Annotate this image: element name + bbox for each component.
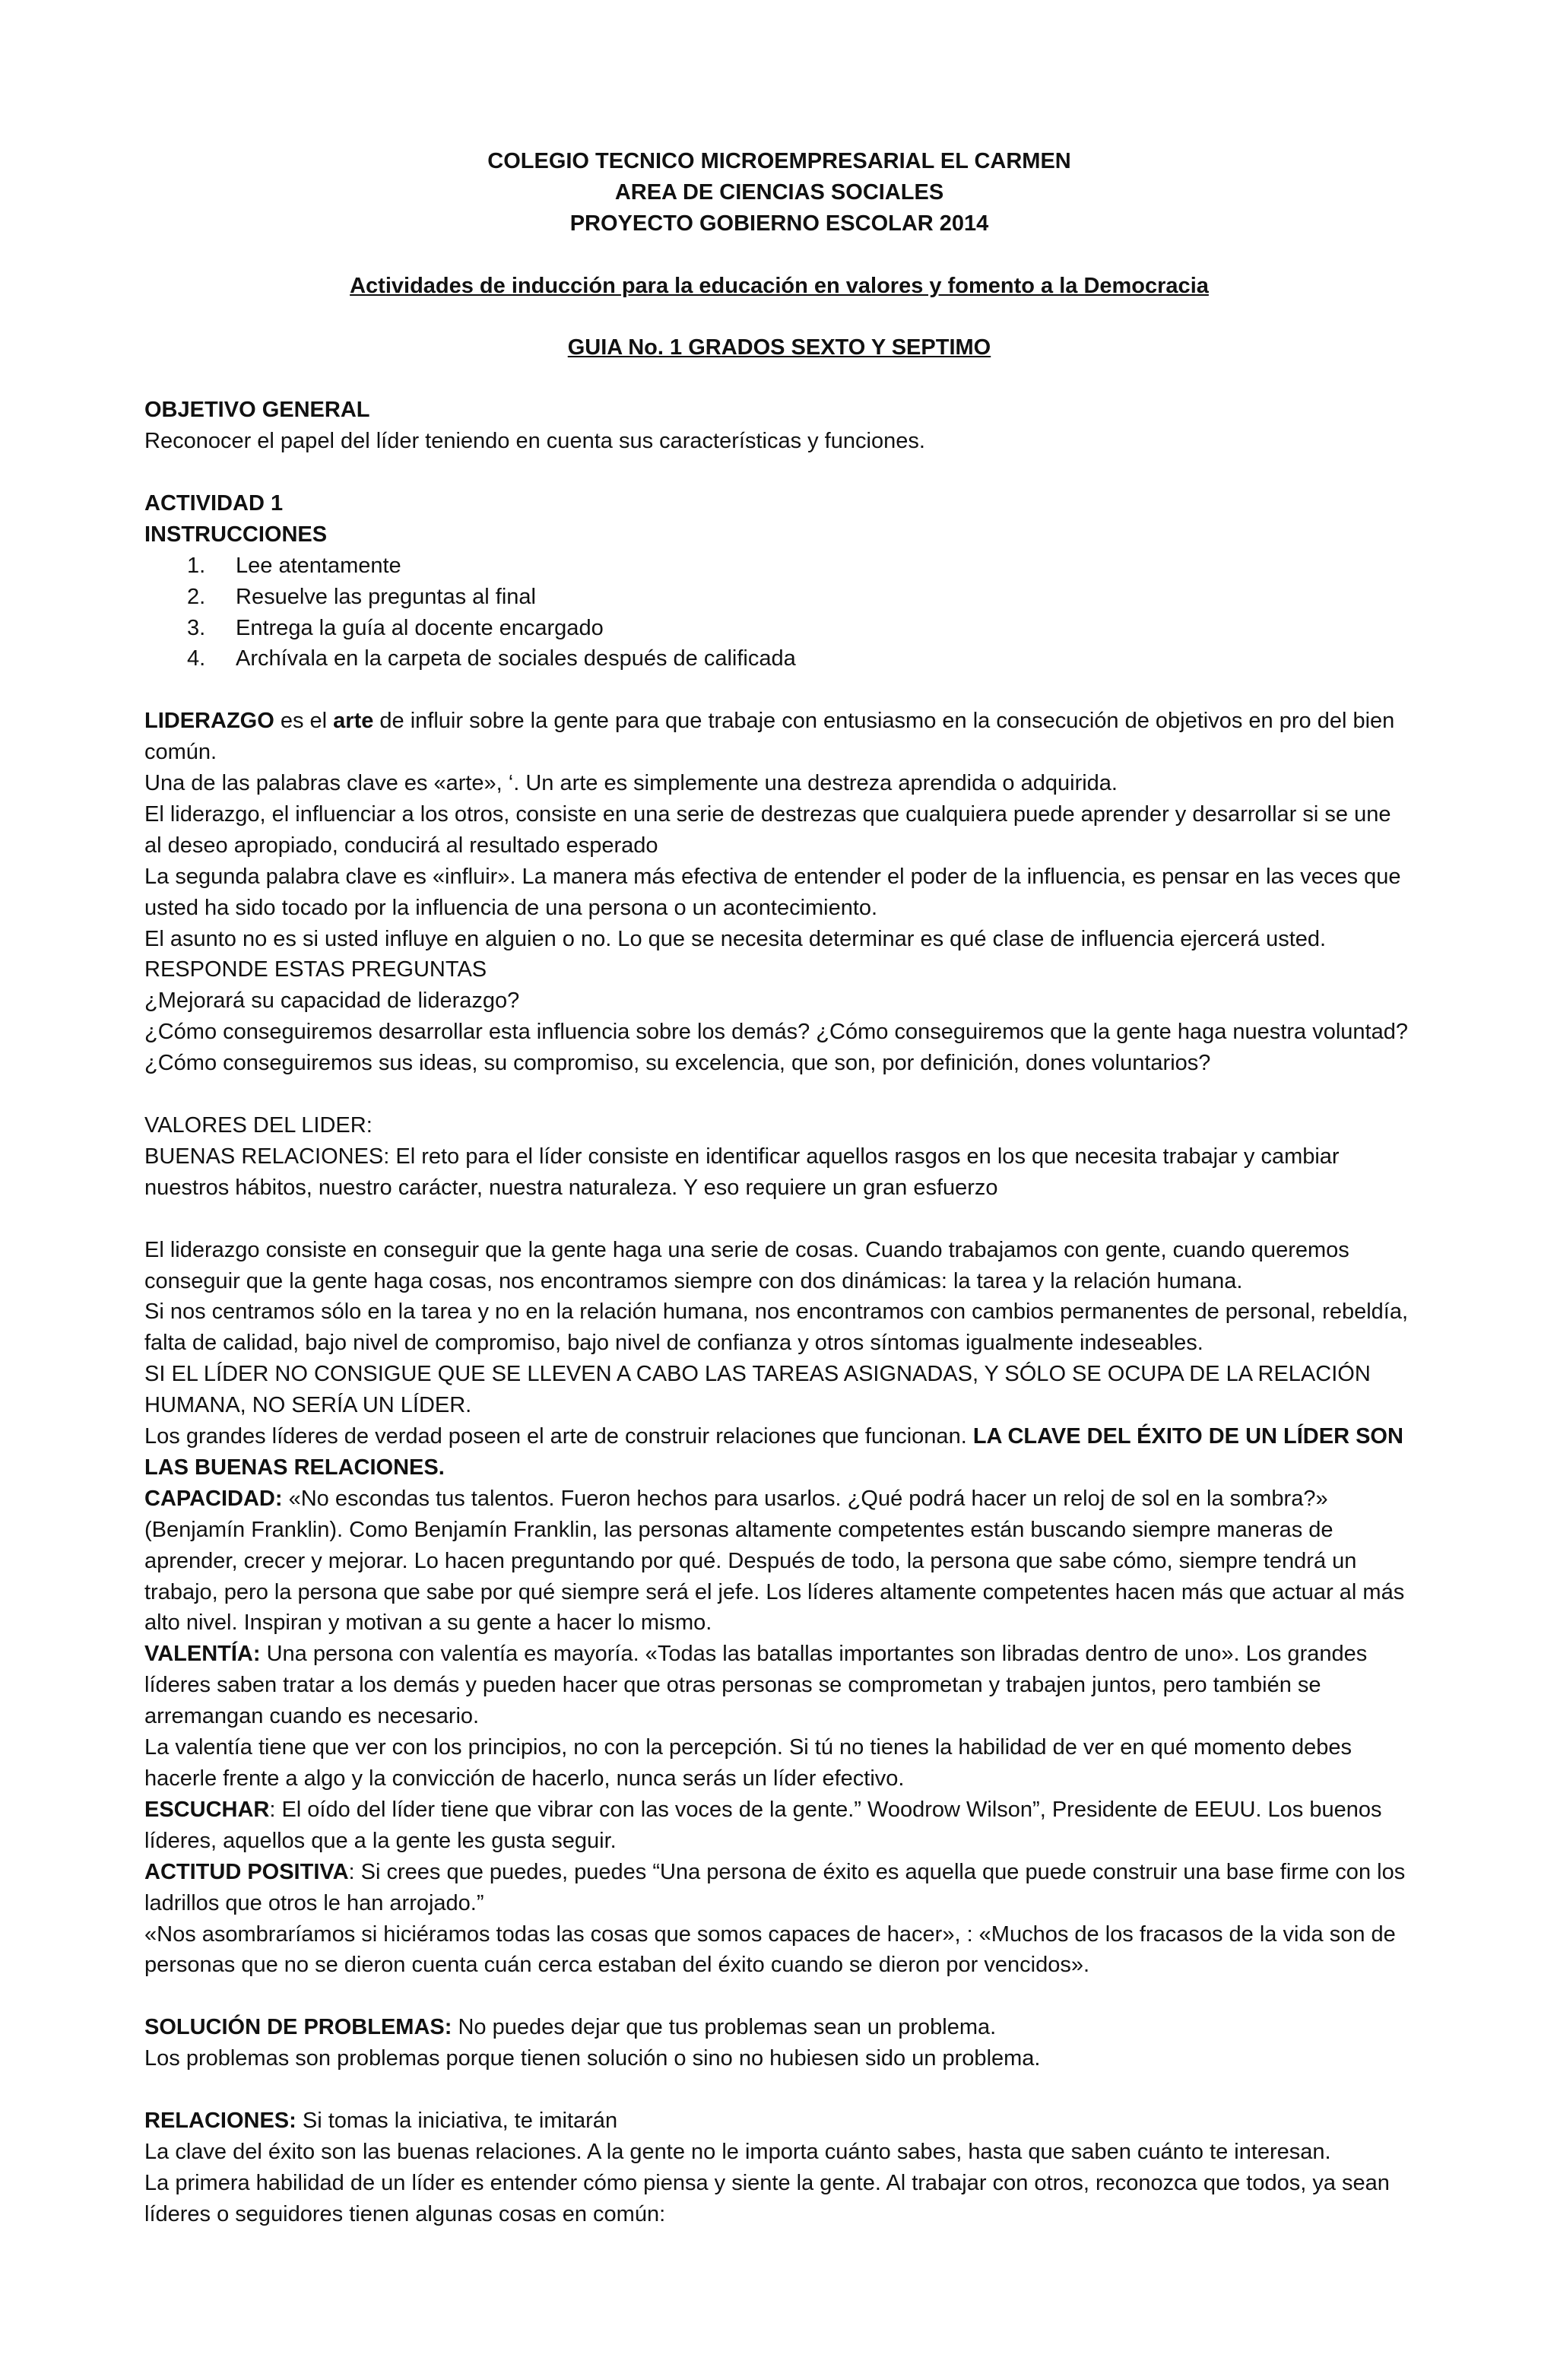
list-item bbox=[144, 582, 1414, 613]
area-name: AREA DE CIENCIAS SOCIALES bbox=[614, 179, 944, 205]
question: ¿Cómo conseguiremos desarrollar esta influencia sobre los demás? ¿Cómo conseguiremos que la gente haga nuestra voluntad? ¿Cómo conseguiremos sus ideas, su compromiso, su excelencia, que son, por definición, dones voluntarios? bbox=[144, 1020, 1408, 1076]
paragraph: La valentía tiene que ver con los principios, no con la percepción. Si tú no tienes la habilidad de ver en qué momento debes hacerle frente a algo y la convicción de hacerlo, nunca serás un líder efectivo. bbox=[144, 1735, 1352, 1791]
text-run: Los grandes líderes de verdad poseen el arte de construir relaciones que funcionan. bbox=[144, 1424, 973, 1449]
paragraph-relaciones bbox=[144, 2106, 1414, 2137]
question: ¿Mejorará su capacidad de liderazgo? bbox=[144, 988, 520, 1014]
list-item-text: Lee atentamente bbox=[236, 553, 401, 578]
paragraph-valentia bbox=[144, 1639, 1414, 1732]
term-capacidad: CAPACIDAD: bbox=[144, 1486, 283, 1511]
paragraph: El asunto no es si usted influye en alguien o no. Lo que se necesita determinar es qué clase de influencia ejercerá usted. bbox=[144, 926, 1327, 951]
text-run: : El oído del líder tiene que vibrar con las voces de la gente.” Woodrow Wilson”, Presidente de EEUU. Los buenos líderes, aquellos que a la gente les gusta seguir. bbox=[144, 1797, 1382, 1853]
activity-heading: ACTIVIDAD 1 bbox=[144, 490, 284, 516]
paragraph: La clave del éxito son las buenas relaciones. A la gente no le importa cuánto sabes, hasta que saben cuánto te interesan. bbox=[144, 2139, 1331, 2164]
term-escuchar: ESCUCHAR bbox=[144, 1797, 270, 1822]
text-run: : Si crees que puedes, puedes “Una persona de éxito es aquella que puede construir una base firme con los ladrillos que otros le han arrojado.” bbox=[144, 1859, 1406, 1915]
term-actitud-positiva: ACTITUD POSITIVA bbox=[144, 1859, 349, 1884]
guide-title: GUIA No. 1 GRADOS SEXTO Y SEPTIMO bbox=[567, 335, 991, 360]
text-run: Si tomas la iniciativa, te imitarán bbox=[296, 2108, 618, 2133]
paragraph: BUENAS RELACIONES: El reto para el líder consiste en identificar aquellos rasgos en los que necesita trabajar y cambiar nuestros hábitos, nuestro carácter, nuestra naturaleza. Y eso requiere un gran esfuerzo bbox=[144, 1144, 1340, 1200]
text-run: de influir sobre la gente para que trabaje con entusiasmo en la consecución de objetivos en pro del bien común. bbox=[144, 709, 1395, 765]
paragraph bbox=[144, 1421, 1414, 1484]
paragraph: La primera habilidad de un líder es entender cómo piensa y siente la gente. Al trabajar con otros, reconozca que todos, ya sean líderes o seguidores tienen algunas cosas en común: bbox=[144, 2170, 1390, 2226]
leadership-definition bbox=[144, 706, 1414, 768]
document-subtitle: Actividades de inducción para la educación en valores y fomento a la Democracia bbox=[350, 273, 1209, 298]
list-number: 2. bbox=[187, 584, 206, 609]
list-number: 1. bbox=[187, 553, 206, 578]
list-number: 3. bbox=[187, 615, 206, 640]
paragraph: El liderazgo consiste en conseguir que la gente haga una serie de cosas. Cuando trabajamos con gente, cuando queremos conseguir que la gente haga cosas, nos encontramos siempre con dos dinámicas: la tarea y la relación humana. bbox=[144, 1237, 1349, 1293]
term-arte: arte bbox=[333, 709, 374, 734]
paragraph-actitud bbox=[144, 1857, 1414, 1919]
paragraph-solucion bbox=[144, 2012, 1414, 2043]
paragraph: El liderazgo, el influenciar a los otros, consiste en una serie de destrezas que cualquiera puede aprender y desarrollar si se une al deseo apropiado, conducirá al resultado esperado bbox=[144, 801, 1391, 858]
term-liderazgo: LIDERAZGO bbox=[144, 709, 274, 734]
term-relaciones: RELACIONES: bbox=[144, 2108, 296, 2133]
objective-text: Reconocer el papel del líder teniendo en cuenta sus características y funciones. bbox=[144, 429, 925, 454]
term-valentia: VALENTÍA: bbox=[144, 1642, 261, 1667]
objective-heading: OBJETIVO GENERAL bbox=[144, 398, 370, 423]
key-statement: LA CLAVE DEL ÉXITO DE UN LÍDER SON LAS BUENAS RELACIONES. bbox=[144, 1424, 1403, 1480]
text-run: No puedes dejar que tus problemas sean un problema. bbox=[452, 2015, 997, 2040]
paragraph: SI EL LÍDER NO CONSIGUE QUE SE LLEVEN A CABO LAS TAREAS ASIGNADAS, Y SÓLO SE OCUPA DE LA RELACIÓN HUMANA, NO SERÍA UN LÍDER. bbox=[144, 1362, 1371, 1418]
text-run: «No escondas tus talentos. Fueron hechos para usarlos. ¿Qué podrá hacer un reloj de sol en la sombra?» (Benjamín Franklin). Como Benjamín Franklin, las personas altamente competentes están buscando siempre maneras de aprender, crecer y mejorar. Lo hacen preguntando por qué. Después de todo, la persona que sabe cómo, siempre tendrá un trabajo, pero la persona que sabe por qué siempre será el jefe. Los líderes altamente competentes hacen más que actuar al más alto nivel. Inspiran y motivan a su gente a hacer lo mismo. bbox=[144, 1486, 1405, 1636]
paragraph-capacidad bbox=[144, 1484, 1414, 1639]
instructions-list bbox=[144, 551, 1414, 675]
school-name: COLEGIO TECNICO MICROEMPRESARIAL EL CARMEN bbox=[487, 149, 1071, 173]
list-item-text: Entrega la guía al docente encargado bbox=[236, 615, 604, 640]
list-number: 4. bbox=[187, 646, 206, 671]
list-item-text: Resuelve las preguntas al final bbox=[236, 584, 536, 609]
text-run: Una persona con valentía es mayoría. «Todas las batallas importantes son libradas dentro de uno». Los grandes líderes saben tratar a los demás y pueden hacer que otras personas se comprometan y trabajen juntos, pero también se arremangan cuando es necesario. bbox=[144, 1642, 1368, 1729]
instructions-heading: INSTRUCCIONES bbox=[144, 522, 328, 547]
list-item bbox=[144, 551, 1414, 582]
paragraph-escuchar bbox=[144, 1795, 1414, 1857]
paragraph: La segunda palabra clave es «influir». La manera más efectiva de entender el poder de la influencia, es pensar en las veces que usted ha sido tocado por la influencia de una persona o un acontecimiento. bbox=[144, 864, 1401, 920]
term-solucion-problemas: SOLUCIÓN DE PROBLEMAS: bbox=[144, 2015, 452, 2040]
paragraph: Una de las palabras clave es «arte», ‘. Un arte es simplemente una destreza aprendida o adquirida. bbox=[144, 771, 1118, 796]
paragraph: Si nos centramos sólo en la tarea y no en la relación humana, nos encontramos con cambios permanentes de personal, rebeldía, falta de calidad, bajo nivel de compromiso, bajo nivel de confianza y otros síntomas igualmente indeseables. bbox=[144, 1299, 1409, 1356]
values-heading: VALORES DEL LIDER: bbox=[144, 1113, 373, 1138]
list-item-text: Archívala en la carpeta de sociales después de calificada bbox=[236, 646, 796, 671]
paragraph: Los problemas son problemas porque tienen solución o sino no hubiesen sido un problema. bbox=[144, 2046, 1041, 2071]
paragraph: «Nos asombraríamos si hiciéramos todas las cosas que somos capaces de hacer», : «Muchos de los fracasos de la vida son de personas que no se dieron cuenta cuán cerca estaban del éxito cuando se dieron por vencidos». bbox=[144, 1921, 1396, 1978]
text-run: es el bbox=[274, 709, 334, 734]
project-name: PROYECTO GOBIERNO ESCOLAR 2014 bbox=[569, 211, 989, 236]
questions-heading: RESPONDE ESTAS PREGUNTAS bbox=[144, 957, 487, 982]
list-item bbox=[144, 643, 1414, 674]
list-item bbox=[144, 613, 1414, 644]
